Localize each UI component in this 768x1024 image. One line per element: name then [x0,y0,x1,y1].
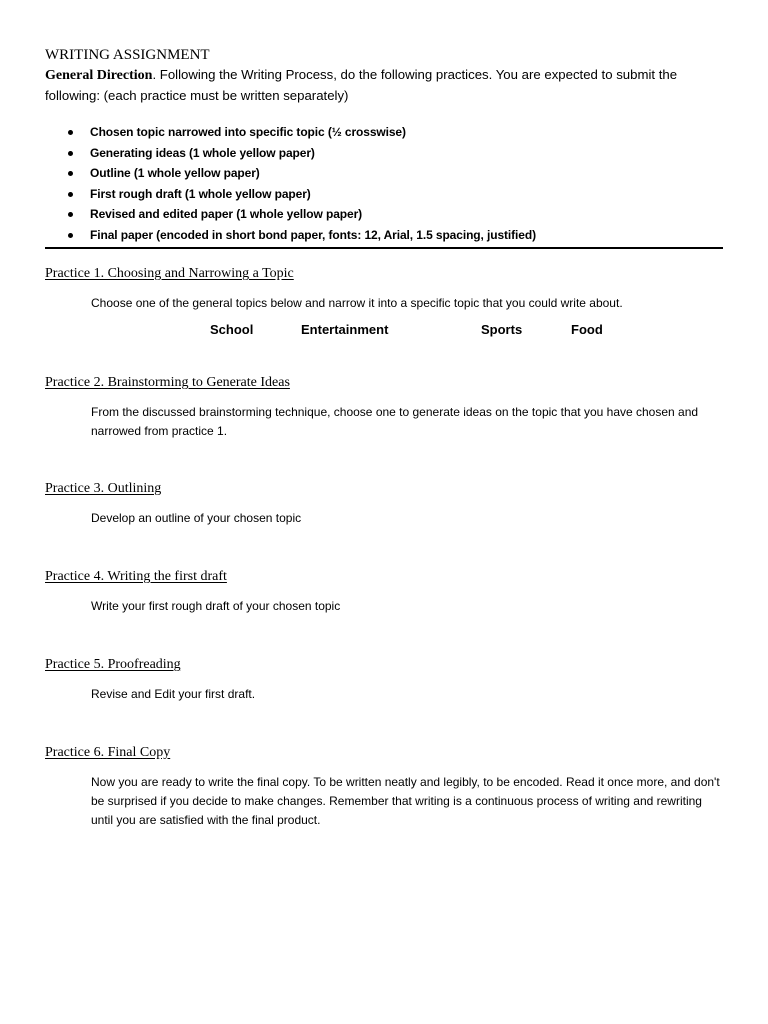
practice-1 [45,265,723,342]
bullet-icon [68,233,73,238]
general-topics-row [45,322,723,342]
requirement-text: Outline (1 whole yellow paper) [90,166,260,180]
practice-2 [45,374,723,441]
requirement-item [45,204,723,225]
practice-instructions: Now you are ready to write the final copy. To be written neatly and legibly, to be encoded. Read it once more, and don't be surprised if you decide to make changes. Remember that writing is a continuous process of writing and rewriting until you are satisfied with the final product. [91,775,720,827]
bullet-icon [68,151,73,156]
practice-instructions: Develop an outline of your chosen topic [91,511,302,525]
practice-instructions: Revise and Edit your first draft. [91,687,256,701]
bullet-icon [68,212,73,217]
requirement-item [45,163,723,184]
requirement-item [45,143,723,164]
requirement-text: Revised and edited paper (1 whole yellow paper) [90,207,363,221]
topic-sports: Sports [481,322,523,337]
topic-school: School [210,322,254,337]
practice-heading: Practice 3. Outlining [45,481,162,496]
practice-3 [45,480,723,528]
practice-heading: Practice 5. Proofreading [45,657,181,672]
practice-heading: Practice 4. Writing the first draft [45,569,227,584]
general-direction-text: . Following the Writing Process, do the following practices. You are expected to submit the following: (each practice must be written separately) [45,67,678,103]
practice-6 [45,744,723,830]
requirement-item [45,225,723,246]
requirement-item [45,184,723,205]
requirement-text: Chosen topic narrowed into specific topic (½ crosswise) [90,125,406,139]
practice-instructions: Choose one of the general topics below and narrow it into a specific topic that you could write about. [91,296,623,310]
document-title: WRITING ASSIGNMENT [45,47,210,63]
bullet-icon [68,171,73,176]
general-direction-label: General Direction [45,68,153,83]
requirement-text: First rough draft (1 whole yellow paper) [90,186,311,201]
requirement-item [45,122,723,143]
practice-heading: Practice 2. Brainstorming to Generate Ideas [45,375,290,390]
requirements-list [45,122,723,249]
requirement-text: Generating ideas (1 whole yellow paper) [90,145,315,160]
practice-instructions: Write your first rough draft of your chosen topic [91,599,341,613]
topic-entertainment: Entertainment [301,322,389,337]
general-direction [45,65,723,106]
practice-heading: Practice 6. Final Copy [45,745,171,760]
practice-instructions: From the discussed brainstorming technique, choose one to generate ideas on the topic that you have chosen and narrowed from practice 1. [91,405,699,438]
practice-5 [45,656,723,704]
requirement-text: Final paper (encoded in short bond paper, fonts: 12, Arial, 1.5 spacing, justified) [90,227,536,242]
topic-food: Food [571,322,603,337]
document-page [45,46,723,830]
practice-heading: Practice 1. Choosing and Narrowing a Topic [45,266,294,281]
bullet-icon [68,130,73,135]
practice-4 [45,568,723,616]
bullet-icon [68,192,73,197]
